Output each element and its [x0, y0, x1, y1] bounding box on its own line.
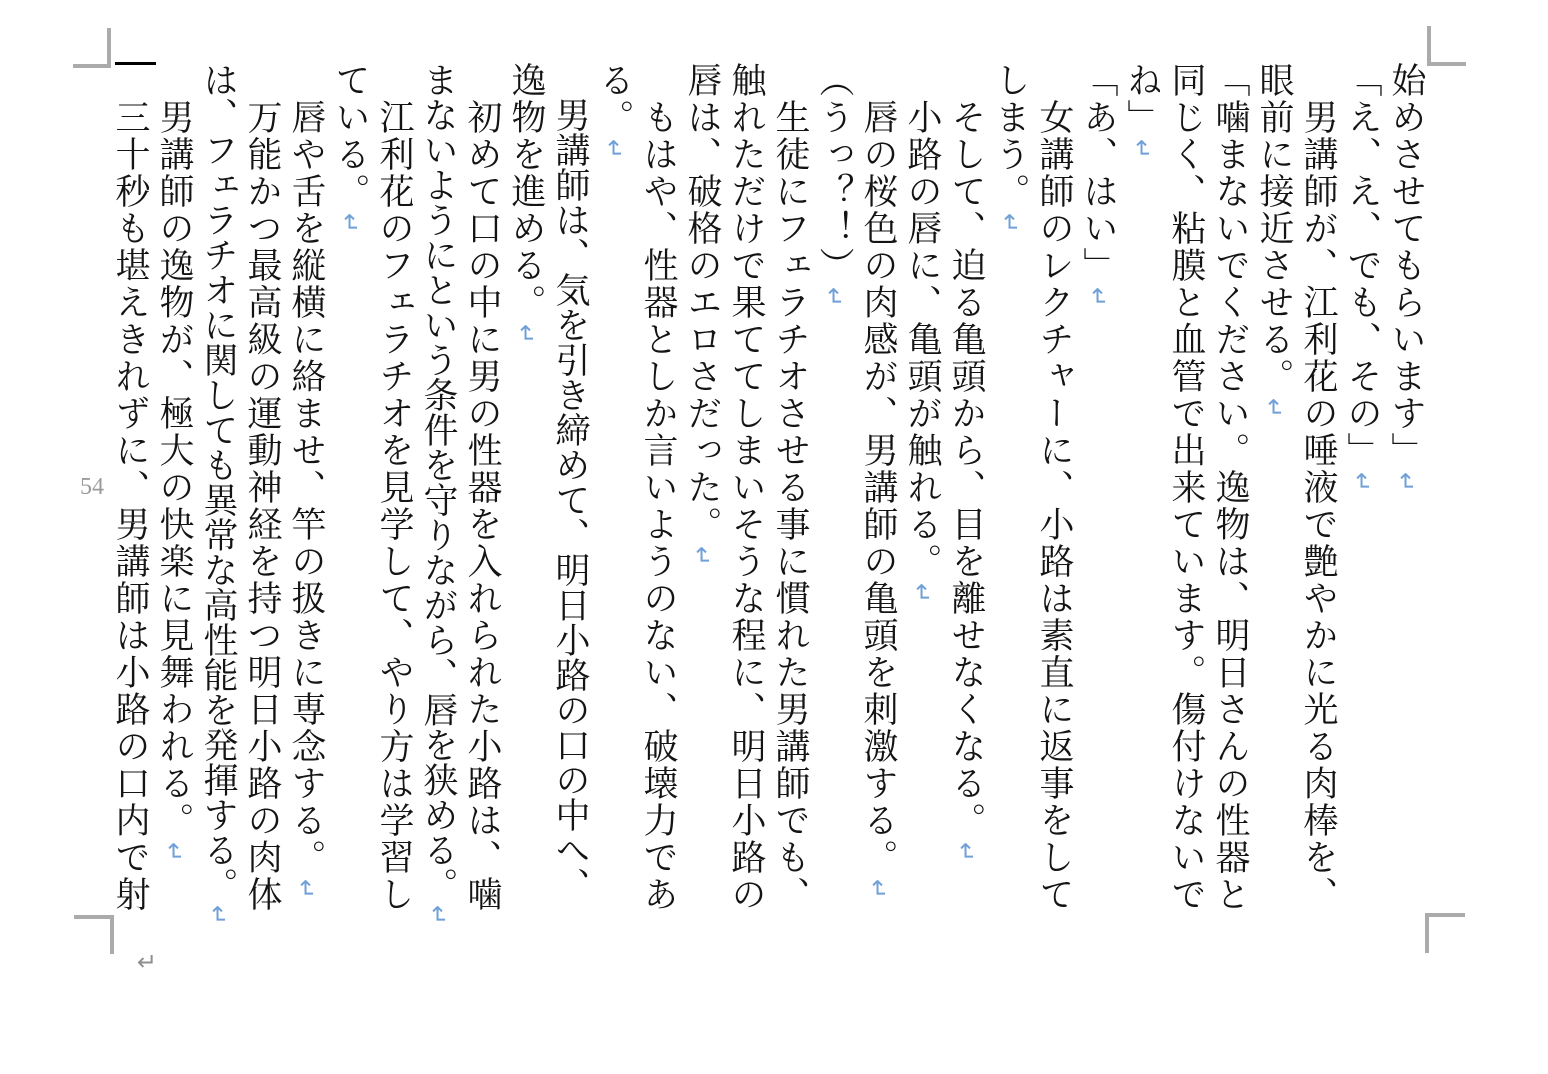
text-column[interactable]	[504, 62, 548, 347]
text-column[interactable]	[900, 62, 944, 606]
column-text: 触れただけで果ててしまいそうな程に、明日小路の	[727, 62, 766, 913]
column-text: ね」	[1123, 62, 1162, 136]
column-text: る。	[595, 62, 634, 136]
text-column[interactable]	[1296, 62, 1340, 913]
paragraph-mark-icon: ↵	[688, 545, 716, 567]
paragraph-mark-icon: ↵	[600, 138, 628, 160]
text-column[interactable]	[284, 62, 328, 902]
column-text: もはや、性器としか言いようのない、破壊力であ	[639, 62, 678, 913]
column-text: 「噛まないでください。逸物は、明日さんの性器と	[1211, 62, 1250, 913]
paragraph-mark-icon: ↵	[996, 212, 1024, 234]
text-column[interactable]	[1032, 62, 1076, 913]
paragraph-mark-icon: ↵	[1260, 397, 1288, 419]
column-text: 同じく、粘膜と血管で出来ています。傷付けないで	[1167, 62, 1206, 913]
text-column[interactable]	[1384, 62, 1428, 495]
column-text: 男講師の逸物が、極大の快楽に見舞われる。	[155, 62, 194, 839]
column-text: 男講師が、江利花の唾液で艶やかに光る肉棒を、	[1299, 62, 1338, 913]
column-text: 始めさせてもらいます」	[1387, 62, 1426, 469]
column-text: 生徒にフェラチオさせる事に慣れた男講師でも、	[771, 62, 810, 913]
text-column[interactable]	[328, 62, 372, 236]
line-break-mark-icon: ↵	[137, 948, 158, 976]
text-column[interactable]	[416, 62, 460, 928]
text-column[interactable]	[592, 62, 636, 162]
column-text: 「あ、はい」	[1079, 62, 1118, 284]
column-text: ている。	[331, 62, 370, 210]
text-column[interactable]	[196, 62, 240, 928]
text-column[interactable]	[548, 62, 592, 902]
column-text: 万能かつ最高級の運動神経を持つ明日小路の肉体	[243, 62, 282, 913]
text-column[interactable]	[1076, 62, 1120, 310]
page-number: 54	[80, 474, 104, 500]
text-column[interactable]	[812, 62, 856, 310]
text-column[interactable]	[108, 62, 152, 913]
paragraph-mark-icon: ↵	[820, 286, 848, 308]
text-column[interactable]	[768, 62, 812, 913]
paragraph-mark-icon: ↵	[1084, 286, 1112, 308]
column-text: 眼前に接近させる。	[1255, 62, 1294, 395]
column-text: （うっ？！）	[815, 62, 854, 284]
paragraph-mark-icon: ↵	[864, 878, 892, 900]
text-column[interactable]	[1208, 62, 1252, 913]
text-column[interactable]	[724, 62, 768, 913]
paragraph-mark-icon: ↵	[424, 904, 452, 926]
text-column[interactable]	[1252, 62, 1296, 421]
text-column[interactable]	[944, 62, 988, 865]
paragraph-mark-icon: ↵	[204, 904, 232, 926]
text-column[interactable]	[680, 62, 724, 569]
text-column[interactable]	[636, 62, 680, 913]
paragraph-mark-icon: ↵	[336, 212, 364, 234]
text-boundary-mark-bottom-right	[1425, 913, 1465, 953]
column-text: 唇の桜色の肉感が、男講師の亀頭を刺激する。	[859, 62, 898, 876]
column-text: 「え、え、でも、その」	[1343, 62, 1382, 469]
text-column[interactable]	[240, 62, 284, 913]
column-text: は、フェラチオに関しても異常な高性能を発揮する。	[199, 62, 238, 902]
text-column[interactable]	[372, 62, 416, 913]
text-column[interactable]	[1120, 62, 1164, 162]
text-boundary-mark-top-right	[1427, 26, 1466, 66]
paragraph-mark-icon: ↵	[512, 323, 540, 345]
text-boundary-mark-top-left	[73, 28, 111, 68]
column-text: 三十秒も堪えきれずに、男講師は小路の口内で射	[111, 62, 150, 913]
paragraph-mark-icon: ↵	[1128, 138, 1156, 160]
text-column[interactable]	[856, 62, 900, 902]
paragraph-mark-icon: ↵	[160, 841, 188, 863]
paragraph-mark-icon: ↵	[1348, 471, 1376, 493]
column-text: 小路の唇に、亀頭が触れる。	[903, 62, 942, 580]
column-text: まないようにという条件を守りながら、唇を狭める。	[419, 62, 458, 902]
paragraph-mark-icon: ↵	[1392, 471, 1420, 493]
text-column[interactable]	[1164, 62, 1208, 913]
column-text: 逸物を進める。	[507, 62, 546, 321]
column-text: 唇は、破格のエロさだった。	[683, 62, 722, 543]
paragraph-mark-icon: ↵	[952, 841, 980, 863]
column-text: 女講師のレクチャーに、小路は素直に返事をして	[1035, 62, 1074, 913]
paragraph-mark-icon: ↵	[292, 878, 320, 900]
text-column[interactable]	[152, 62, 196, 865]
text-column[interactable]	[988, 62, 1032, 236]
paragraph-mark-icon: ↵	[908, 582, 936, 604]
text-column[interactable]	[460, 62, 504, 913]
column-text: しまう。	[991, 62, 1030, 210]
column-text: 初めて口の中に男の性器を入れられた小路は、噛	[463, 62, 502, 913]
column-text: 唇や舌を縦横に絡ませ、竿の扱きに専念する。	[287, 62, 326, 876]
column-text: 男講師は、気を引き締めて、明日小路の口の中へ、	[551, 62, 590, 902]
column-text: 江利花のフェラチオを見学して、やり方は学習し	[375, 62, 414, 913]
column-text: そして、迫る亀頭から、目を離せなくなる。	[947, 62, 986, 839]
text-column[interactable]	[1340, 62, 1384, 495]
text-boundary-mark-bottom-left	[74, 915, 114, 954]
